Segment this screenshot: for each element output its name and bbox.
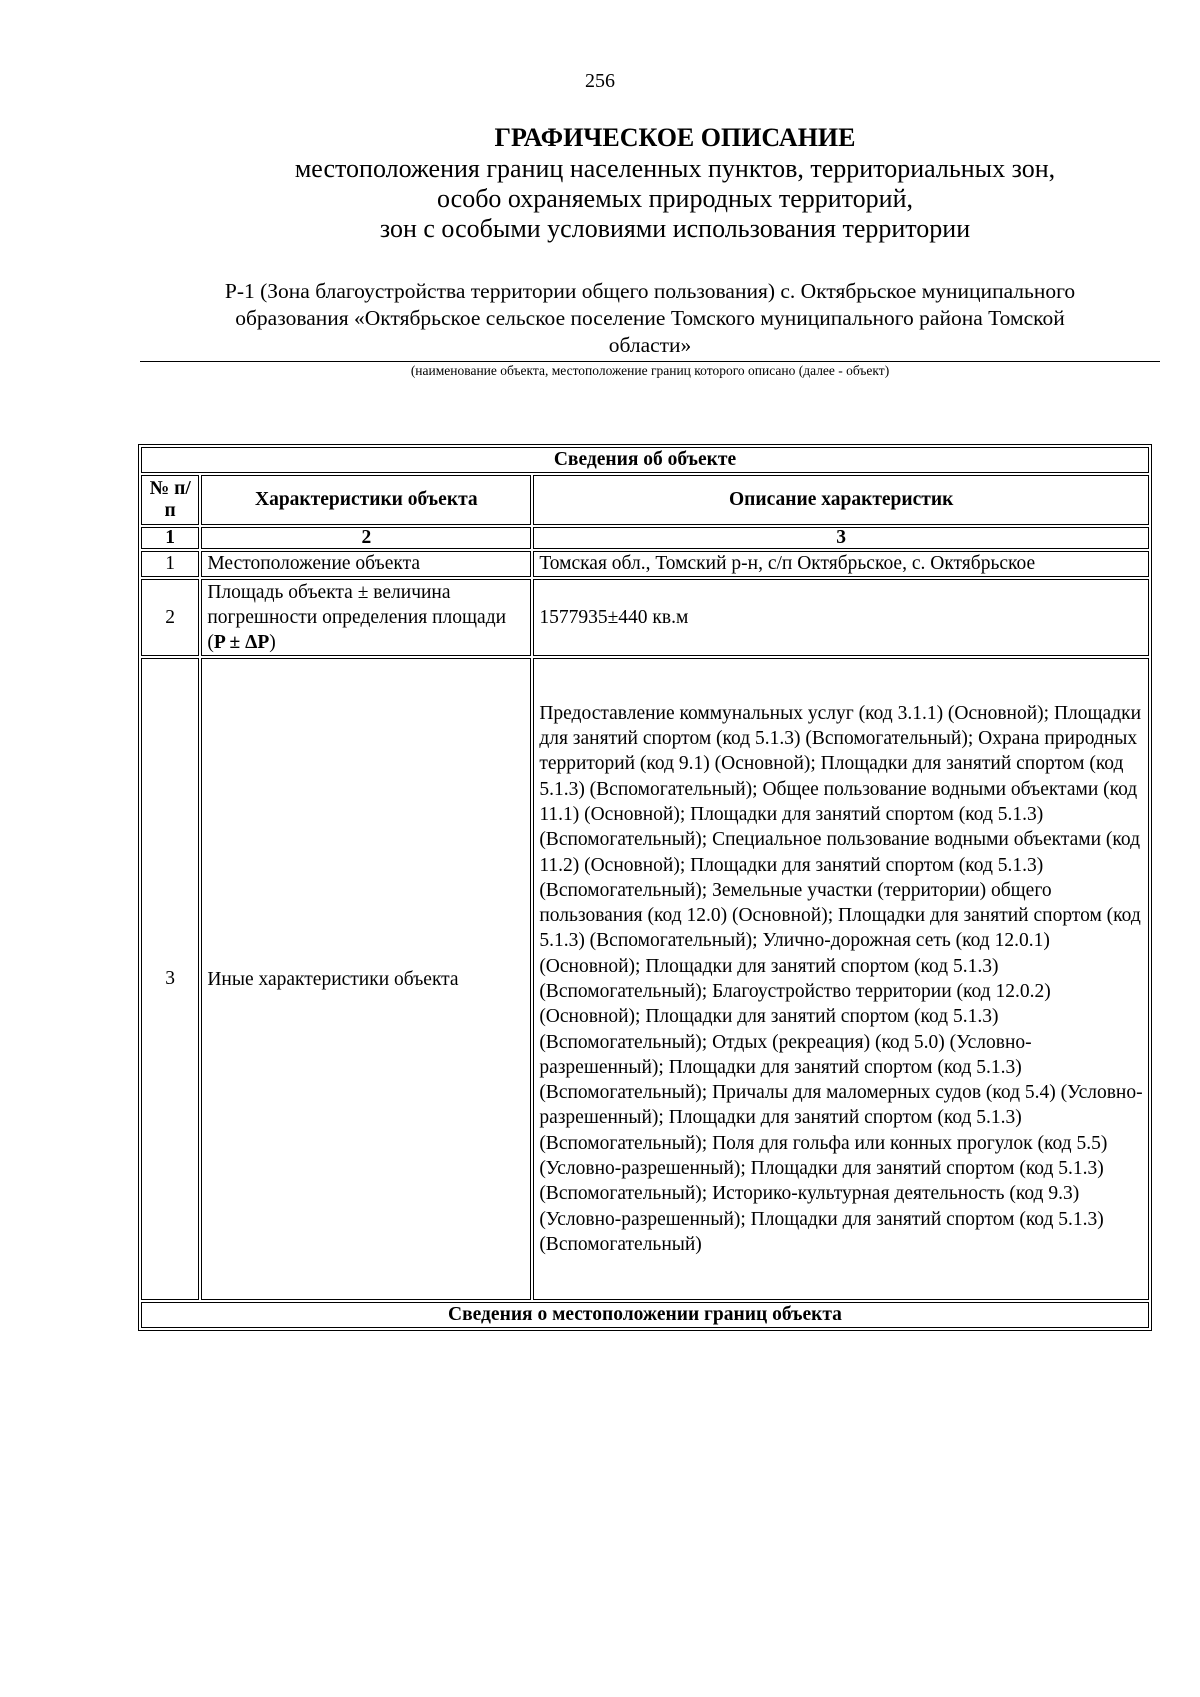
object-name-block [140,278,1160,379]
row-characteristic-suffix: ) [269,632,276,653]
object-info-table [138,444,1152,1331]
subtitle-line-1: местоположения границ населенных пунктов, территориальных зон, [294,154,1056,183]
object-name-line-3: области» [608,333,692,357]
object-name-underline [140,361,1160,362]
subtitle-line-2: особо охраняемых природных территорий, [437,184,913,213]
object-caption: (наименование объекта, местоположение границ которого описано (далее - объект) [410,363,890,378]
row-description: 1577935±440 кв.м [533,579,1149,656]
table-row [141,551,1149,577]
column-header-row [141,475,1149,525]
row-num: 3 [141,658,199,1300]
object-name-line-2: образования «Октябрьское сельское поселение Томского муниципального района Томской [235,306,1065,330]
row-description: Томская обл., Томский р-н, с/п Октябрьское, с. Октябрьское [533,551,1149,577]
row-characteristic [201,579,531,656]
subtitle-line-3: зон с особыми условиями использования территории [379,214,971,243]
row-characteristic: Иные характеристики объекта [201,658,531,1300]
section-header-object-info: Сведения об объекте [141,447,1149,473]
section-header-boundaries: Сведения о местоположении границ объекта [141,1302,1149,1328]
column-number-1: 1 [141,527,199,549]
page-number: 256 [585,70,615,92]
footer-header-row [141,1302,1149,1328]
section-header-row [141,447,1149,473]
document-title-block [140,122,1160,244]
table-row [141,658,1149,1300]
row-description: Предоставление коммунальных услуг (код 3.1.1) (Основной); Площадки для занятий спортом (код 5.1.3) (Вспомогательный); Охрана природных территорий (код 9.1) (Основной); Площадки для занятий спортом (код 5.1.3) (Вспомогательный); Общее пользование водными объектами (код 11.1) (Основной); Площадки для занятий спортом (код 5.1.3) (Вспомогательный); Специальное пользование водными объектами (код 11.2) (Основной); Площадки для занятий спортом (код 5.1.3) (Вспомогательный); Земельные участки (территории) общего пользования (код 12.0) (Основной); Площадки для занятий спортом (код 5.1.3) (Вспомогательный); Улично-дорожная сеть (код 12.0.1) (Основной); Площадки для занятий спортом (код 5.1.3) (Вспомогательный); Благоустройство территории (код 12.0.2) (Основной); Площадки для занятий спортом (код 5.1.3) (Вспомогательный); Отдых (рекреация) (код 5.0) (Условно-разрешенный); Площадки для занятий спортом (код 5.1.3) (Вспомогательный); Причалы для маломерных судов (код 5.4) (Условно-разрешенный); Площадки для занятий спортом (код 5.1.3) (Вспомогательный); Поля для гольфа или конных прогулок (код 5.5) (Условно-разрешенный); Площадки для занятий спортом (код 5.1.3) (Вспомогательный); Историко-культурная деятельность (код 9.3) (Условно-разрешенный); Площадки для занятий спортом (код 5.1.3) (Вспомогательный) [533,658,1149,1300]
object-name-line-1: Р-1 (Зона благоустройства территории общего пользования) с. Октябрьское муниципального [224,279,1076,303]
row-num: 2 [141,579,199,656]
column-header-characteristic: Характеристики объекта [201,475,531,525]
document-title: ГРАФИЧЕСКОЕ ОПИСАНИЕ [494,123,856,152]
column-header-description: Описание характеристик [533,475,1149,525]
column-number-2: 2 [201,527,531,549]
table-row [141,579,1149,656]
object-info-table-wrapper [138,444,1152,1331]
column-header-num: № п/п [141,475,199,525]
row-num: 1 [141,551,199,577]
row-characteristic-formula: P ± ΔP [213,632,270,653]
row-characteristic-text: Площадь объекта ± величина погрешности определения площади ( [207,582,507,653]
row-characteristic: Местоположение объекта [201,551,531,577]
column-number-3: 3 [533,527,1149,549]
column-number-row [141,527,1149,549]
